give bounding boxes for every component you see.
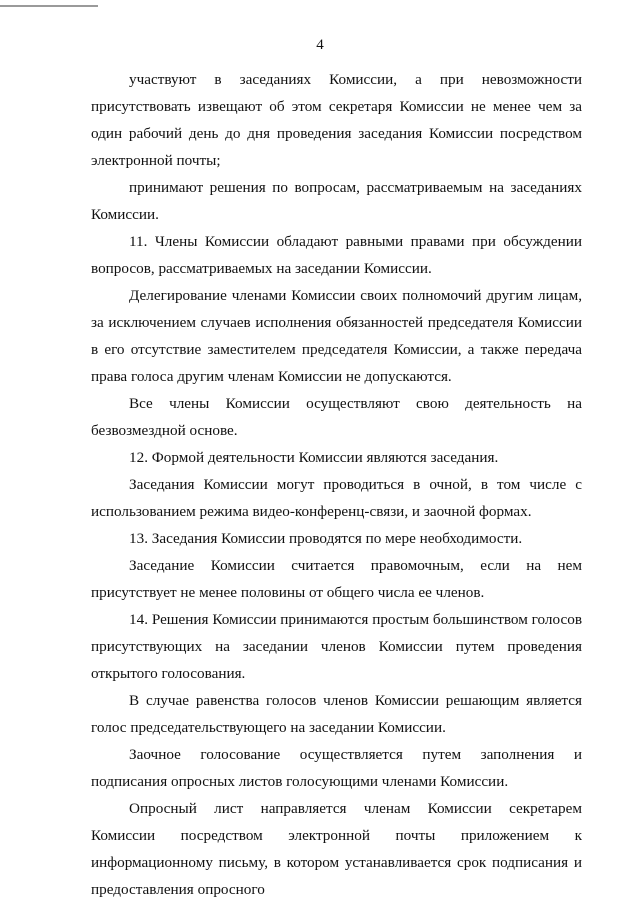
page-number: 4 <box>316 37 324 53</box>
paragraph-13: Опросный лист направляется членам Комиссии секретарем Комиссии посредством электронной почты приложением к информационному письму, в котором устанавливается срок подписания и предоставления опросного <box>91 800 582 898</box>
paragraph-4: Делегирование членами Комиссии своих полномочий другим лицам, за исключением случаев исполнения обязанностей председателя Комиссии в его отсутствие заместителем председателя Комиссии, а также передача права голоса другим членам Комиссии не допускаются. <box>91 287 582 385</box>
document-body <box>91 66 582 903</box>
paragraph-12: Заочное голосование осуществляется путем заполнения и подписания опросных листов голосующими членами Комиссии. <box>91 746 582 790</box>
paragraph-7: Заседания Комиссии могут проводиться в очной, в том числе с использованием режима видео-конференц-связи, и заочной формах. <box>91 476 582 520</box>
paragraph-1: участвуют в заседаниях Комиссии, а при невозможности присутствовать извещают об этом секретаря Комиссии не менее чем за один рабочий день до дня проведения заседания Комиссии посредством электронной почты; <box>91 71 582 169</box>
paragraph-5: Все члены Комиссии осуществляют свою деятельность на безвозмездной основе. <box>91 395 582 439</box>
paragraph-3: 11. Члены Комиссии обладают равными правами при обсуждении вопросов, рассматриваемых на заседании Комиссии. <box>91 233 582 277</box>
paragraph-10: 14. Решения Комиссии принимаются простым большинством голосов присутствующих на заседании членов Комиссии путем проведения открытого голосования. <box>91 611 582 682</box>
paragraph-6: 12. Формой деятельности Комиссии являются заседания. <box>129 449 499 466</box>
scan-edge-mark <box>0 5 98 7</box>
paragraph-2: принимают решения по вопросам, рассматриваемым на заседаниях Комиссии. <box>91 179 582 223</box>
paragraph-9: Заседание Комиссии считается правомочным, если на нем присутствует не менее половины от общего числа ее членов. <box>91 557 582 601</box>
paragraph-8: 13. Заседания Комиссии проводятся по мере необходимости. <box>129 530 523 547</box>
paragraph-11: В случае равенства голосов членов Комиссии решающим является голос председательствующего на заседании Комиссии. <box>91 692 582 736</box>
